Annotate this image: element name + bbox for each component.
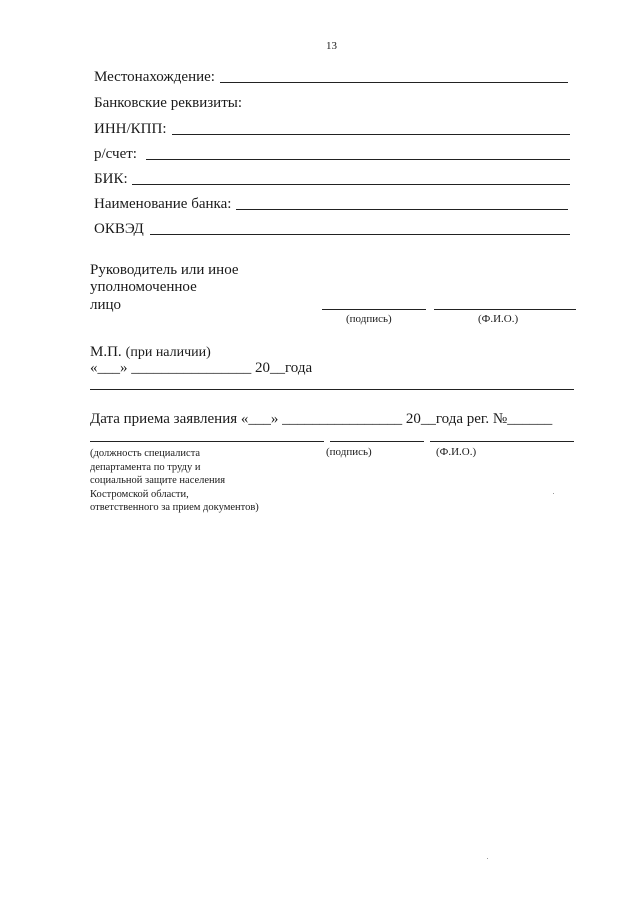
head-title-line1: Руководитель или иное xyxy=(90,262,239,278)
head-title-line3: лицо xyxy=(90,297,122,313)
receipt-fio-caption: (Ф.И.О.) xyxy=(436,446,477,458)
bik-field-line[interactable] xyxy=(132,184,570,185)
location-label: Местонахождение: xyxy=(94,69,215,85)
receipt-fio-line[interactable] xyxy=(430,441,574,442)
stamp-line xyxy=(90,344,211,360)
bik-label: БИК: xyxy=(94,171,128,187)
stamp-date-line[interactable]: «___» ________________ 20__года xyxy=(90,360,313,376)
receipt-position-caption-line: (должность специалиста xyxy=(90,448,201,459)
account-label: р/счет: xyxy=(94,146,137,162)
okved-field-line[interactable] xyxy=(150,234,570,235)
scan-speck xyxy=(487,858,488,859)
account-field-line[interactable] xyxy=(146,159,570,160)
inn-kpp-label: ИНН/КПП: xyxy=(94,121,167,137)
bank-name-label: Наименование банка: xyxy=(94,196,232,212)
receipt-position-caption-line: социальной защите населения xyxy=(90,475,226,486)
head-signature-line[interactable] xyxy=(322,309,426,310)
head-fio-caption: (Ф.И.О.) xyxy=(478,313,519,325)
receipt-date-line[interactable]: Дата приема заявления «___» ________________ 20__года рег. №______ xyxy=(90,411,553,427)
receipt-signature-caption: (подпись) xyxy=(326,446,372,458)
head-fio-line[interactable] xyxy=(434,309,576,310)
receipt-signature-line[interactable] xyxy=(330,441,424,442)
inn-kpp-field-line[interactable] xyxy=(172,134,570,135)
location-field-line[interactable] xyxy=(220,82,568,83)
receipt-position-caption-line: Костромской области, xyxy=(90,488,189,500)
receipt-position-line[interactable] xyxy=(90,441,324,442)
page-number: 13 xyxy=(326,40,337,52)
okved-label: ОКВЭД xyxy=(94,221,144,237)
receipt-position-caption xyxy=(90,447,259,515)
bank-name-field-line[interactable] xyxy=(236,209,568,210)
mp-label: М.П. xyxy=(90,344,122,360)
scan-speck xyxy=(553,493,554,494)
head-title-line2: уполномоченное xyxy=(90,279,197,295)
receipt-position-caption-line: департамента по труду и xyxy=(90,461,201,473)
mp-note: (при наличии) xyxy=(125,345,211,360)
separator-line xyxy=(90,389,574,390)
bank-details-label: Банковские реквизиты: xyxy=(94,95,243,111)
head-signature-caption: (подпись) xyxy=(346,313,392,325)
receipt-position-caption-line: ответственного за прием документов) xyxy=(90,502,259,513)
